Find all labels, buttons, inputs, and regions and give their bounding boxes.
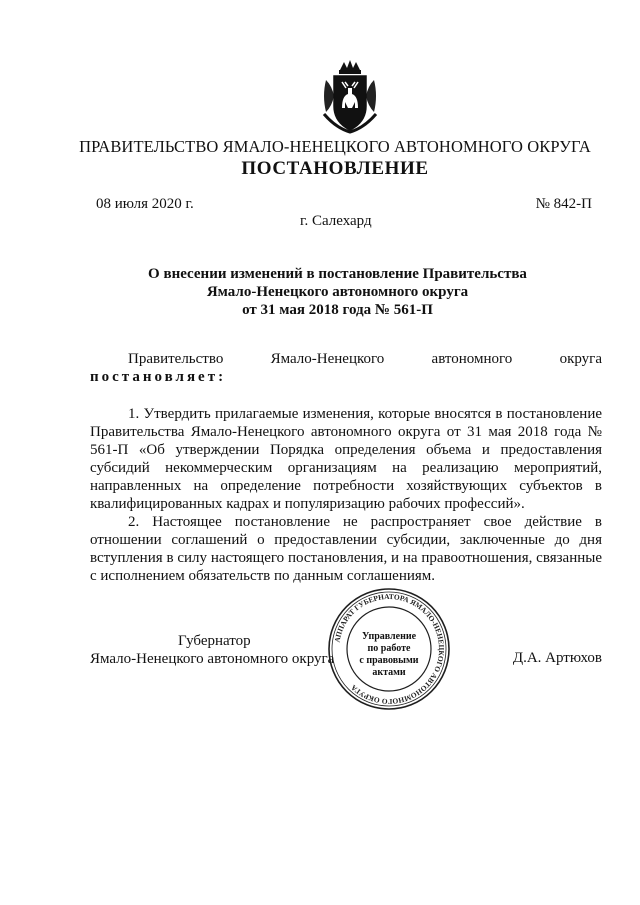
preamble-word: Правительство: [128, 351, 224, 367]
decree-word: постановляет:: [90, 369, 227, 385]
stamp-ring-text: АППАРАТ ГУБЕРНАТОРА ЯМАЛО-НЕНЕЦКОГО АВТОНОМНОГО ОКРУГА: [332, 591, 447, 707]
subject-line-3: от 31 мая 2018 года № 561-П: [242, 302, 433, 318]
preamble: [90, 350, 602, 386]
stamp-center-line: по работе: [367, 643, 411, 654]
signatory-position-line-2: Ямало-Ненецкого автономного округа: [90, 651, 335, 667]
document-type-title: ПОСТАНОВЛЕНИЕ: [241, 158, 429, 179]
preamble-word: автономного: [431, 351, 513, 367]
document-subject: [100, 265, 575, 319]
stamp-center-line: с правовыми: [359, 655, 419, 666]
government-title: ПРАВИТЕЛЬСТВО ЯМАЛО-НЕНЕЦКОГО АВТОНОМНОГО ОКРУГА: [79, 137, 591, 156]
preamble-line: [90, 350, 602, 368]
document-body: [90, 405, 602, 585]
stamp-center-line: Управление: [361, 631, 417, 642]
document-date: 08 июля 2020 г.: [96, 196, 194, 212]
signatory-position-line-1: Губернатор: [178, 633, 251, 649]
preamble-word: Ямало-Ненецкого: [270, 351, 385, 367]
subject-line-1: О внесении изменений в постановление Правительства: [148, 266, 527, 282]
paragraph-1: 1. Утвердить прилагаемые изменения, которые вносятся в постановление Правительства Ямало-Ненецкого автономного округа от 31 мая 2018 года № 561-П «Об утверждении Порядка определения объема и предоставления субсидий некоммерческим организациям на реализацию мероприятий, направленных на определение потребности хозяйствующих субъектов в квалифицированных кадрах и популяризацию рабочих профессий».: [90, 406, 602, 512]
subject-line-2: Ямало-Ненецкого автономного округа: [206, 284, 469, 300]
stamp-center-text: [345, 631, 433, 679]
stamp-center-line: актами: [372, 667, 406, 678]
signatory-name: Д.А. Артюхов: [512, 650, 602, 666]
paragraph-2: 2. Настоящее постановление не распространяет свое действие в отношении соглашений о предоставлении субсидии, заключенные до дня вступления в силу настоящего постановления, и на правоотношения, связанные с исполнением обязательств по данным соглашениям.: [90, 514, 602, 584]
coat-of-arms-emblem-icon: [318, 56, 382, 136]
preamble-word: округа: [559, 351, 602, 367]
document-city: г. Салехард: [300, 213, 372, 229]
document-number: № 842-П: [535, 196, 592, 212]
